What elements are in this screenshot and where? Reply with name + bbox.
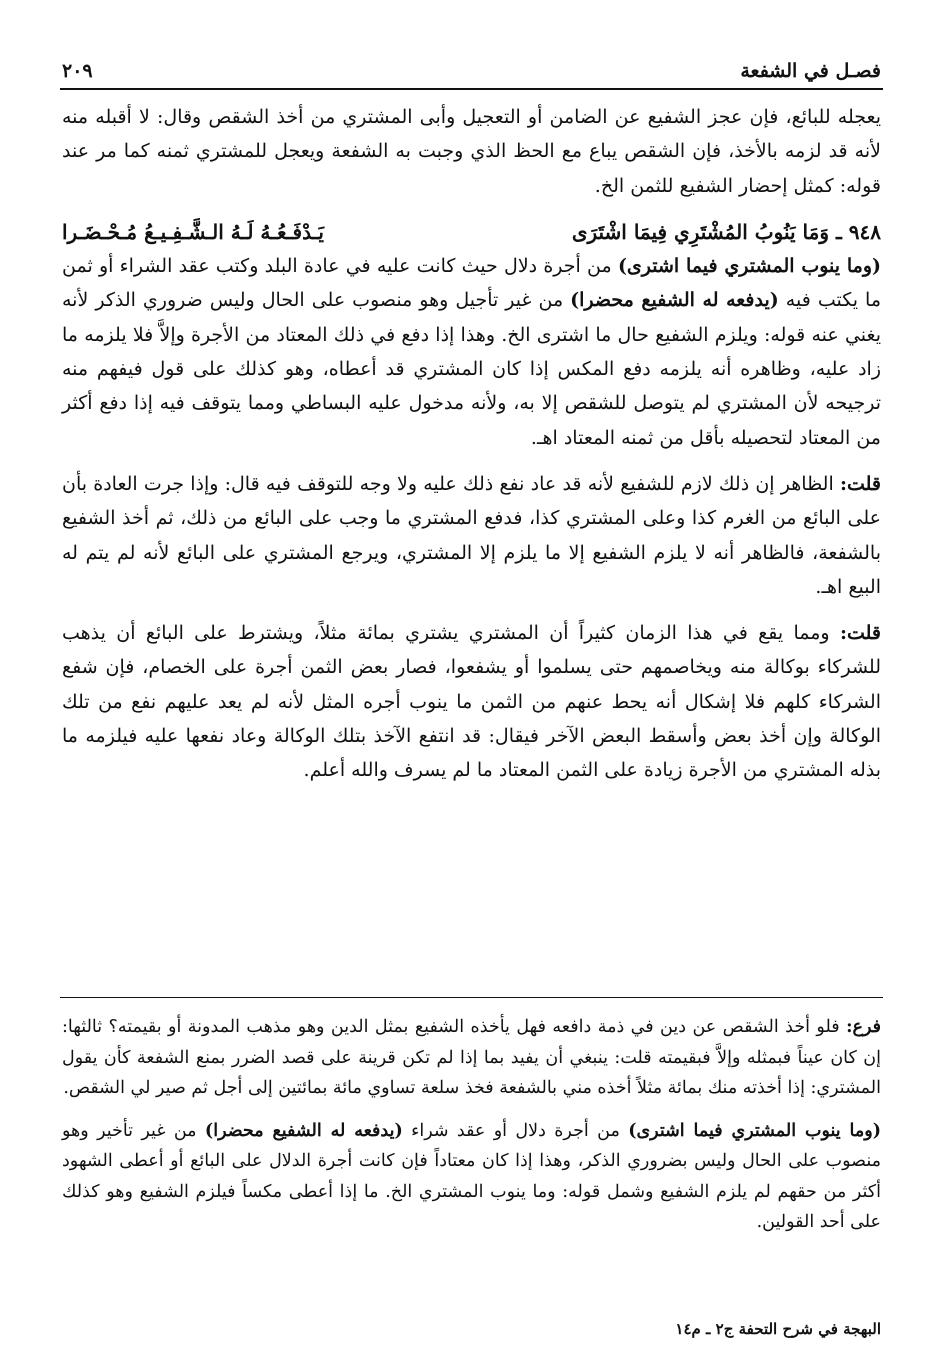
footnote-divider xyxy=(60,997,883,998)
paragraph-text: من أجرة دلال حيث كانت عليه في عادة البلد وكتب عقد الشراء أو ثمن ما يكتب فيه xyxy=(62,255,881,312)
verse-first-hemistich: ٩٤٨ ـ وَمَا يَنُوبُ المُشْتَرِي فِيمَا اشْتَرَى xyxy=(571,219,881,244)
running-header xyxy=(62,52,881,82)
paragraph-text: ومما يقع في هذا الزمان كثيراً أن المشتري يشتري بمائة مثلاً، ويشترط على البائع أن يذهب للشركاء بوكالة منه ويخاصمهم حتى يسلموا أو يشفعوا، فصار بعض الثمن أجرة على الخصام، فإن شفع الشركاء كلهم فلا إشكال أنه يحط عنهم من الثمن ما ينوب أجره المثل لأنه لم يعد عليهم نفع من تلك الوكالة وإن أخذ بعض وأسقط البعض الآخر فيقال: قد انتفع الآخذ بتلك الوكالة وعاد نفعها عليه فيلزمه ما بذله المشتري من الأجرة زيادة على الثمن المعتاد ما لم يسرف والله أعلم. xyxy=(62,622,881,782)
paragraph-text: من غير تأجيل وهو منصوب على الحال وليس ضروري الذكر لأنه يغني عنه قوله: ويلزم الشفيع حال ما اشترى الخ. وهذا إذا دفع في ذلك المعتاد من الأجرة وإلاَّ فلا يلزمه ما زاد عليه، وظاهره أنه يلزمه دفع المكس إذا كان المشتري قد أعطاه، وهو كذلك على قول فيفهم منه ترجيحه لأن المشتري لم يتوصل للشقص إلا به، ولأنه مدخول عليه البساطي ومما يتوقف فيه إذا دفع أكثر من المعتاد لتحصيله بأقل من ثمنه المعتاد اهـ. xyxy=(62,289,881,449)
footnote-text: من أجرة دلال أو عقد شراء xyxy=(402,1120,629,1141)
footnote-text: من غير تأخير وهو منصوب على الحال وليس بضروري الذكر، وهذا إذا كان معتاداً فإن كانت أجرة الدلال على البائع أو أعطى الشهود أكثر من حقهم لم يلزم الشفيع وشمل قوله: وما ينوب المشتري الخ. ما إذا أعطى مكساً فيلزم الشفيع وهو كذلك على أحد القولين. xyxy=(62,1120,881,1232)
paragraph-lead: قلت: xyxy=(839,472,881,495)
chapter-title: فصـل في الشفعة xyxy=(740,60,881,82)
verse-line xyxy=(62,215,881,249)
paragraph: يعجله للبائع، فإن عجز الشفيع عن الضامن أو التعجيل وأبى المشتري من أخذ الشقص وقال: لا أقبله منه لأنه قد لزمه بالأخذ، فإن الشقص يباع مع الحظ الذي وجبت به الشفعة ويعجل للمشتري ثمنه كما مر عند قوله: كمثل إحضار الشفيع للثمن الخ. xyxy=(62,106,881,197)
page-number: ٢٠٩ xyxy=(62,60,93,82)
header-divider xyxy=(60,88,883,90)
quoted-text: (يدفعه له الشفيع محضرا) xyxy=(204,1120,403,1141)
footnotes xyxy=(62,1012,881,1250)
quoted-text: (وما ينوب المشتري فيما اشترى) xyxy=(617,255,881,278)
paragraph xyxy=(62,249,881,455)
footnote-text: فلو أخذ الشقص عن دين في ذمة دافعه فهل يأخذه الشفيع بمثل الدين وهو مذهب المدونة أو بقيمته؟ ثالثها: إن كان عيناً فبمثله وإلاَّ فبقيمته قلت: ينبغي أن يفيد بما إذا لم تكن قرينة على قصد الضرر بمنع الشفعة كأن يقول المشتري: إذا أخذته منك بمائة مثلاً أخذه مني بالشفعة فخذ سلعة تساوي مائة بمائتين إلى أجل ثم صير لي الشقص. xyxy=(62,1017,881,1098)
paragraph-lead: قلت: xyxy=(839,622,881,645)
paragraph-text: الظاهر إن ذلك لازم للشفيع لأنه قد عاد نفع ذلك عليه ولا وجه للتوقف فيه قال: وإذا جرت العادة بأن على البائع من الغرم كذا وعلى المشتري كذا، فدفع المشتري ما وجب على البائع من ذلك، ثم أخذ الشفيع بالشفعة، فالظاهر أنه لا يلزم الشفيع إلا ما يلزم إلا المشتري، ويرجع المشتري على البائع لأنه لم يتم له البيع اهـ. xyxy=(62,472,881,598)
footnote-lead: فرع: xyxy=(846,1017,881,1037)
paragraph xyxy=(62,616,881,787)
verse-second-hemistich: يَـدْفَـعُـهُ لَـهُ الـشَّـفِـيـعُ مُـحْـضَـرا xyxy=(62,219,325,244)
quoted-text: (وما ينوب المشتري فيما اشترى) xyxy=(628,1120,881,1141)
footnote xyxy=(62,1116,881,1238)
quoted-text: (يدفعه له الشفيع محضرا) xyxy=(570,289,779,312)
book-signature: البهجة في شرح التحفة ج٢ ـ م١٤ xyxy=(675,1320,881,1338)
main-text xyxy=(62,100,881,800)
paragraph xyxy=(62,467,881,604)
footnote xyxy=(62,1012,881,1104)
